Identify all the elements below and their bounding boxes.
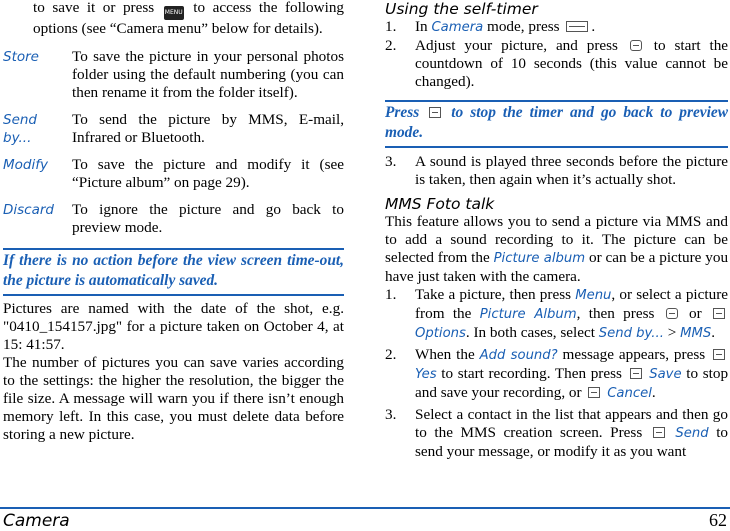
page-number: 62 (709, 510, 727, 530)
ok-key-icon (666, 308, 678, 319)
timeout-note: If there is no action before the view screen time-out, the picture is automatically saved. (3, 248, 344, 296)
camera-mode-label: Camera (431, 20, 484, 35)
mms-text: or can be a picture you have just taken with the camera. (385, 249, 729, 285)
ok-key-icon (630, 40, 642, 51)
step-text: Select a contact in the list that appears and then go to the MMS creation screen. Press (415, 406, 728, 441)
step-text: A sound is played three seconds before the picture is taken, then again when it’s actually shot. (415, 153, 728, 188)
option-modify (3, 156, 344, 192)
option-key: Discard (3, 202, 54, 218)
option-desc: To ignore the picture and go back to preview mode. (72, 201, 344, 236)
softkey-icon (630, 368, 642, 379)
picture-album-label: Picture album (493, 251, 586, 266)
cancel-label: Cancel (607, 386, 652, 401)
timer-step-2 (385, 37, 728, 91)
option-discard (3, 201, 344, 237)
stop-timer-note (385, 100, 728, 148)
intro-a: to save it or press (33, 0, 155, 16)
step-text: Take a picture, then press (415, 286, 572, 303)
yes-label: Yes (415, 367, 437, 382)
step-text: to start the countdown of 10 seconds (this value cannot be changed). (415, 37, 729, 90)
mms-step-3 (385, 406, 728, 461)
step-number: 3. (385, 153, 397, 170)
step-number: 2. (385, 346, 397, 363)
send-label: Send (675, 426, 709, 441)
step-text: mode, press (487, 18, 560, 35)
option-key: Modify (3, 157, 48, 173)
option-key: Store (3, 49, 39, 65)
mms-intro (385, 213, 728, 286)
mms-step-2 (385, 346, 728, 403)
step-text: to send your message, or modify it as you want (415, 424, 729, 460)
intro-b: to access the following options (see “Camera menu” below for details). (33, 0, 345, 37)
menu-separator: > (667, 324, 677, 341)
note-text: to stop the timer and go back to preview mode. (385, 104, 728, 141)
picture-album-label: Picture Album (479, 307, 577, 322)
step-text: . In both cases, select (465, 324, 595, 341)
capacity-paragraph: The number of pictures you can save varies according to the settings: the higher the resolution, the bigger the file size. A message will warn you if there isn’t enough memory left. In this case, you must delete data before storing a new picture. (3, 354, 344, 443)
intro-text (3, 0, 344, 38)
option-store (3, 48, 344, 102)
add-sound-label: Add sound? (479, 348, 558, 363)
option-desc: To send the picture by MMS, E-mail, Infrared or Bluetooth. (72, 111, 344, 146)
menu-label: Menu (575, 288, 612, 303)
step-text: . (651, 384, 656, 401)
note-text: Press (385, 104, 420, 121)
step-number: 1. (385, 286, 397, 303)
step-text: . (711, 324, 715, 341)
left-column (3, 0, 344, 444)
softkey-icon (713, 308, 725, 319)
step-number: 2. (385, 37, 397, 54)
step-text: , or select a picture from the (415, 286, 729, 322)
softkey-icon (429, 107, 441, 118)
step-text: to stop and save your recording, or (415, 365, 729, 401)
section-name: Camera (3, 511, 70, 531)
step-text: When the (415, 346, 475, 363)
mms-label: MMS (680, 326, 712, 341)
option-desc: To save the picture in your personal photos folder using the default numbering (you can then rename it from the folder itself). (72, 48, 344, 101)
softkey-icon (713, 349, 725, 360)
step-text: message appears, press (562, 346, 706, 363)
options-label: Options (415, 326, 466, 341)
page-footer (0, 507, 730, 531)
step-text: , then press (576, 305, 655, 322)
step-text: In (415, 18, 428, 35)
mms-foto-talk-title: MMS Foto talk (385, 195, 495, 213)
menu-key-icon: MENU (164, 6, 184, 20)
step-text: or (689, 305, 702, 322)
option-key: Send by... (3, 112, 38, 146)
timer-step-3 (385, 153, 728, 189)
right-column (385, 0, 728, 461)
timer-step-1: 1. In Camera mode, press . (385, 18, 596, 35)
save-label: Save (649, 367, 682, 382)
option-send-by (3, 111, 344, 147)
step-text: Adjust your picture, and press (415, 37, 618, 54)
softkey-icon (588, 387, 600, 398)
self-timer-title: Using the self-timer (385, 0, 538, 18)
softkey-icon (653, 427, 665, 438)
timer-key-icon (566, 21, 588, 32)
send-by-label: Send by... (598, 326, 664, 341)
mms-step-1 (385, 286, 728, 343)
step-text: to start recording. Then press (441, 365, 622, 382)
step-number: 3. (385, 406, 397, 423)
option-desc: To save the picture and modify it (see “Picture album” on page 29). (72, 156, 344, 191)
naming-paragraph: Pictures are named with the date of the shot, e.g. "0410_154157.jpg" for a picture taken on October 4, at 15: 41:57. (3, 300, 344, 353)
mms-text: This feature allows you to send a picture via MMS and to add a sound recording to it. The picture can be selected from the (385, 213, 728, 266)
step-number: 1. (385, 18, 397, 35)
